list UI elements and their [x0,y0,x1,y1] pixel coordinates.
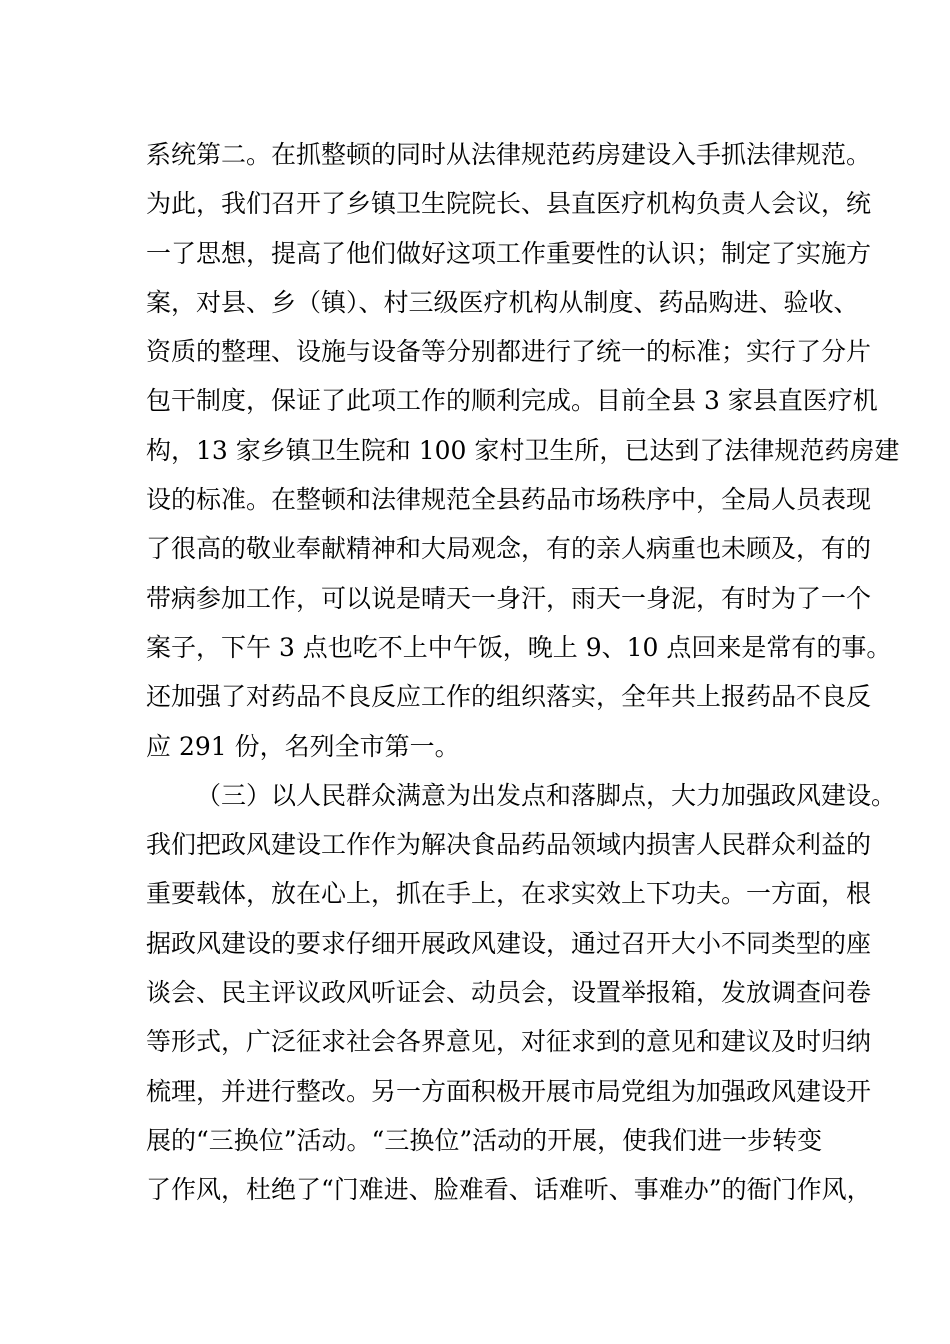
text-line: 案子，下午 3 点也吃不上中午饭，晚上 9、10 点回来是常有的事。 [146,632,892,662]
text-line: 构，13 家乡镇卫生院和 100 家村卫生所，已达到了法律规范药房建 [146,435,900,465]
text-line: 为此，我们召开了乡镇卫生院院长、县直医疗机构负责人会议，统 [146,189,872,219]
text-line: 包干制度，保证了此项工作的顺利完成。目前全县 3 家县直医疗机 [146,386,878,416]
text-line: 我们把政风建设工作作为解决食品药品领域内损害人民群众利益的 [146,830,872,860]
body-text [146,130,900,1215]
text-line: 梳理，并进行整改。另一方面积极开展市局党组为加强政风建设开 [146,1076,872,1106]
text-line: 一了思想，提高了他们做好这项工作重要性的认识；制定了实施方 [146,238,872,268]
text-line: 谈会、民主评议政风听证会、动员会，设置举报箱，发放调查问卷 [146,978,872,1008]
text-line: 系统第二。在抓整顿的同时从法律规范药房建设入手抓法律规范。 [146,140,872,169]
section-heading-line: （三）以人民群众满意为出发点和落脚点，大力加强政风建设。 [196,780,897,810]
text-line: 案，对县、乡（镇）、村三级医疗机构从制度、药品购进、验收、 [146,287,859,317]
text-line: 据政风建设的要求仔细开展政风建设，通过召开大小不同类型的座 [146,928,872,958]
text-line: 等形式，广泛征求社会各界意见，对征求到的意见和建议及时归纳 [146,1027,872,1057]
text-line: 还加强了对药品不良反应工作的组织落实，全年共上报药品不良反 [146,682,872,712]
text-line: 重要载体，放在心上，抓在手上，在求实效上下功夫。一方面，根 [146,879,872,909]
text-line: 了很高的敬业奉献精神和大局观念，有的亲人病重也未顾及，有的 [146,534,872,564]
text-line: 展的“三换位”活动。“三换位”活动的开展，使我们进一步转变 [146,1125,823,1155]
text-line: 应 291 份，名列全市第一。 [146,731,460,761]
text-line: 资质的整理、设施与设备等分别都进行了统一的标准；实行了分片 [146,337,872,367]
text-line: 设的标准。在整顿和法律规范全县药品市场秩序中，全局人员表现 [146,485,872,515]
text-line: 了作风，杜绝了“门难进、脸难看、话难听、事难办”的衙门作风， [146,1175,872,1205]
text-line: 带病参加工作，可以说是晴天一身汗，雨天一身泥，有时为了一个 [146,583,872,613]
